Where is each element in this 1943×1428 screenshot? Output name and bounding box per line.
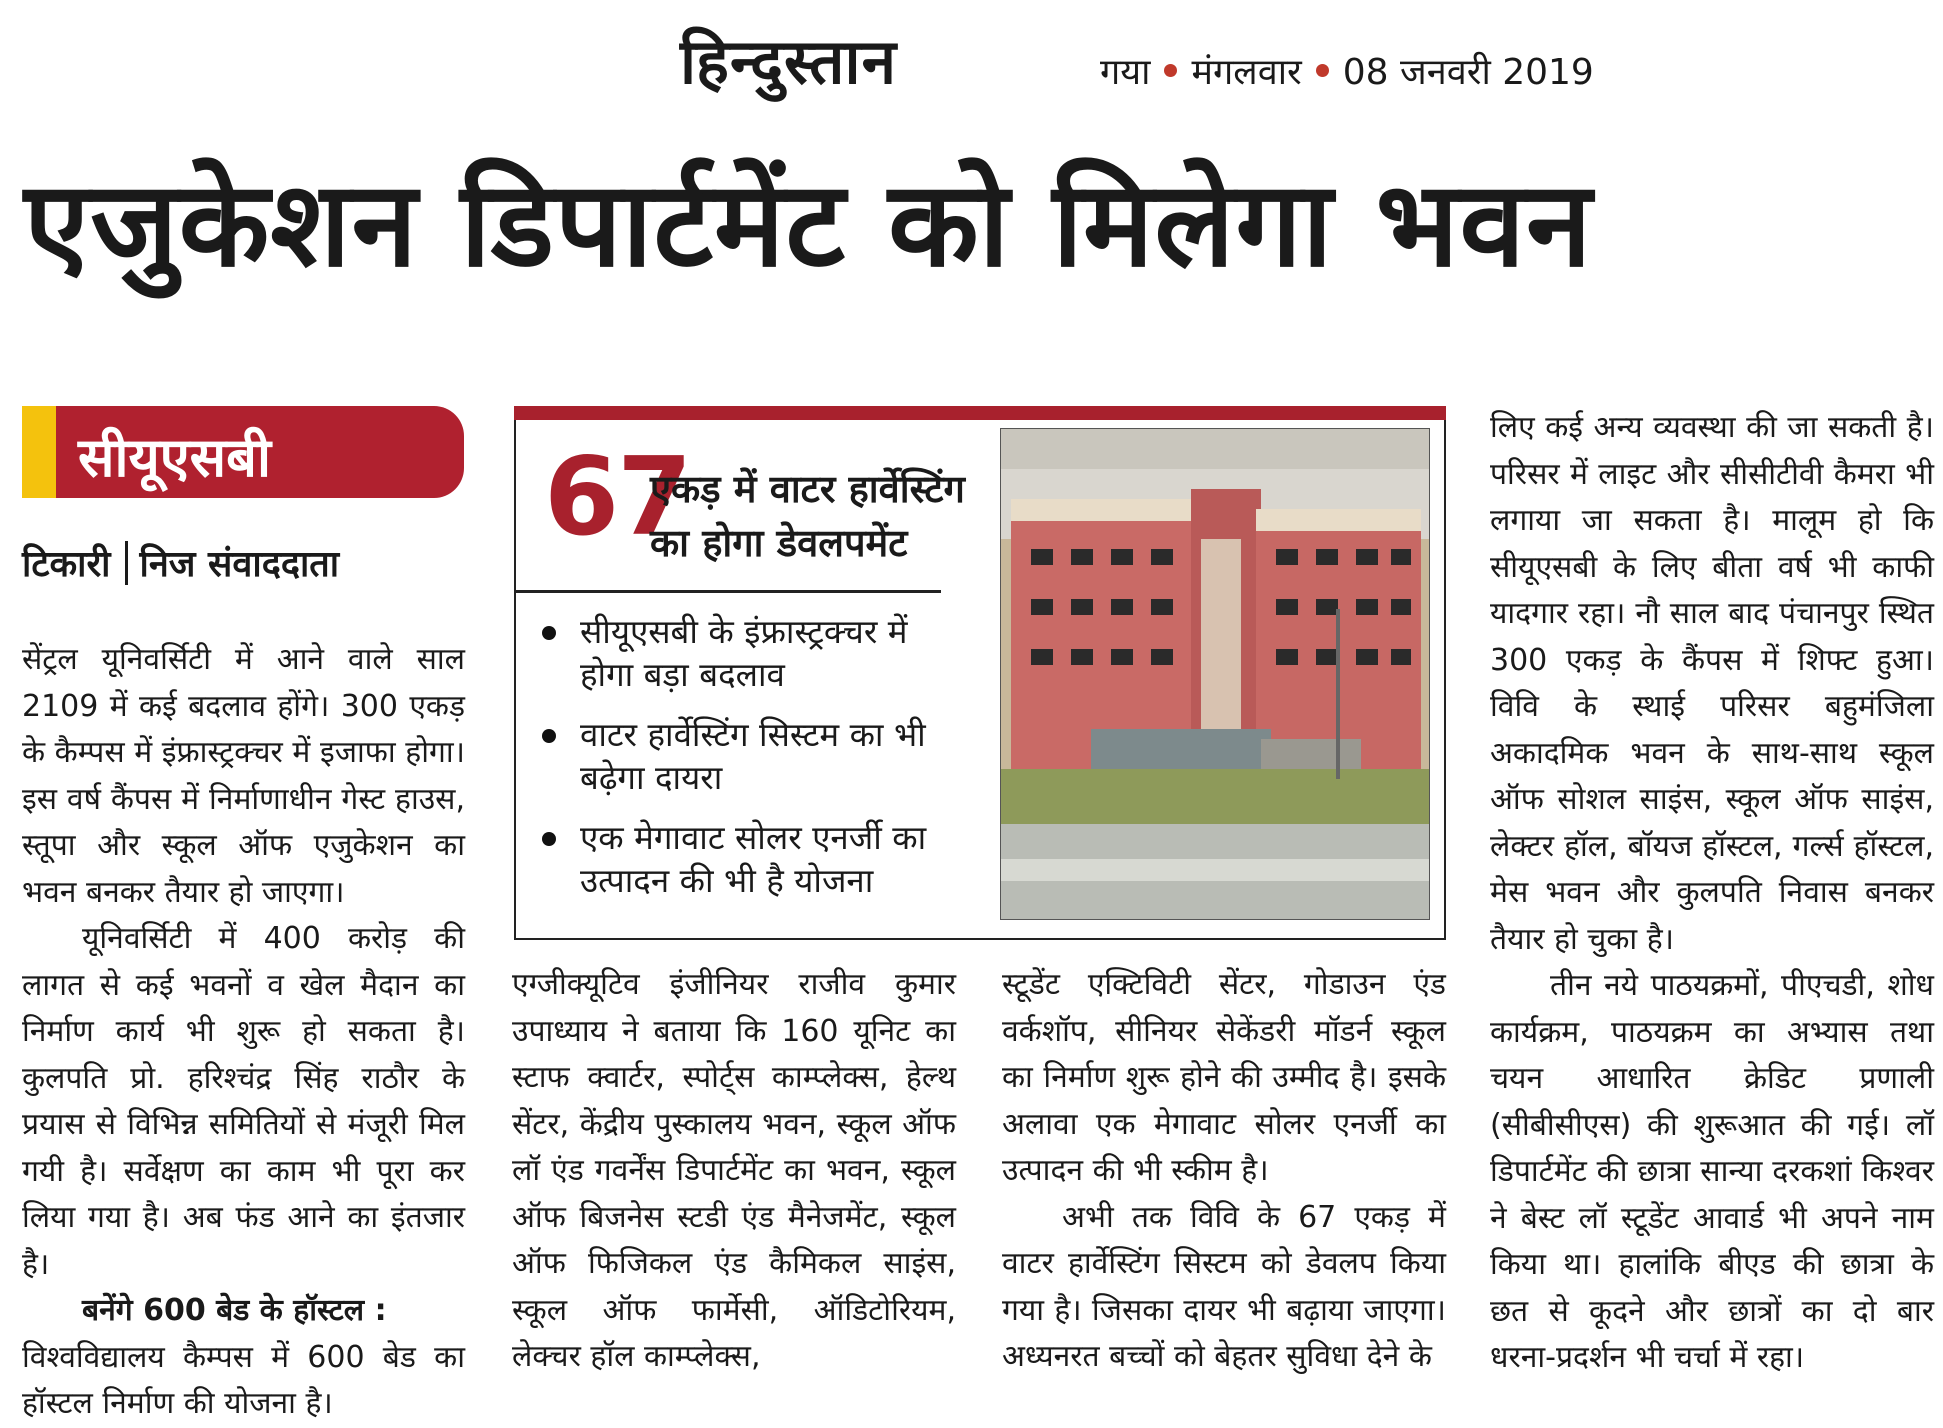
bullet-item: वाटर हार्वेस्टिंग सिस्टम का भी बढ़ेगा दायरा (538, 713, 958, 799)
section-tab (22, 406, 464, 498)
dateline-dot-icon (1164, 64, 1177, 77)
paragraph: सेंट्रल यूनिवर्सिटी में आने वाले साल 2109 में कई बदलाव होंगे। 300 एकड़ के कैम्पस में इंफ्रास्ट्रक्चर में इजाफा होगा। इस वर्ष कैंपस में निर्माणाधीन गेस्ट हाउस, स्तूपा और स्कूल ऑफ एजुकेशन का भवन बनकर तैयार हो जाएगा। (22, 642, 465, 910)
highlight-number: 67 (544, 435, 691, 560)
highlight-box (514, 420, 1446, 940)
bullet-item: एक मेगावाट सोलर एनर्जी का उत्पादन की भी है योजना (538, 816, 958, 902)
dateline-city: गया (1100, 52, 1151, 93)
article-headline: एजुकेशन डिपार्टमेंट को मिलेगा भवन (24, 155, 1593, 293)
dateline-day: मंगलवार (1191, 52, 1302, 93)
infobox-top-bar (514, 406, 1446, 420)
byline-separator (125, 541, 128, 585)
newspaper-masthead: हिन्दुस्तान (680, 25, 897, 98)
section-tab-label: सीयूएसबी (78, 426, 271, 489)
subheading: बनेंगे 600 बेड के हॉस्टल : (82, 1293, 387, 1328)
article-column-3 (1002, 962, 1446, 1381)
paragraph: तीन नये पाठयक्रमों, पीएचडी, शोध कार्यक्रम, पाठयक्रम का अभ्यास तथा चयन आधारित क्रेडिट प्रणाली (सीबीसीएस) की शुरूआत की गई। लॉ डिपार्टमेंट की छात्रा सान्या दरकशां किश्वर ने बेस्ट लॉ स्टूडेंट आवार्ड भी अपने नाम किया था। हालांकि बीएड की छात्रा के छत से कूदने और छात्रों का दो बार धरना-प्रदर्शन भी चर्चा में रहा। (1490, 968, 1934, 1375)
article-column-4 (1490, 405, 1934, 1382)
divider (516, 590, 941, 593)
byline (22, 538, 339, 587)
dateline-dot-icon (1316, 64, 1329, 77)
paragraph: लिए कई अन्य व्यवस्था की जा सकती है। परिसर में लाइट और सीसीटीवी कैमरा भी लगाया जा सकता है। मालूम हो कि सीयूएसबी के लिए बीता वर्ष भी काफी यादगार रहा। नौ साल बाद पंचानपुर स्थित 300 एकड़ के कैंपस में शिफ्ट हुआ। विवि के स्थाई परिसर बहुमंजिला अकादमिक भवन के साथ-साथ स्कूल ऑफ सोशल साइंस, स्कूल ऑफ साइंस, लेक्टर हॉल, बॉयज हॉस्टल, गर्ल्स हॉस्टल, मेस भवन और कुलपति निवास बनकर तैयार हो चुका है। (1490, 410, 1934, 957)
campus-building-photo (1000, 428, 1430, 920)
paragraph: विश्वविद्यालय कैम्पस में 600 बेड का हॉस्टल निर्माण की योजना है। (22, 1339, 465, 1421)
dateline (1100, 46, 1594, 95)
paragraph: एग्जीक्यूटिव इंजीनियर राजीव कुमार उपाध्याय ने बताया कि 160 यूनिट का स्टाफ क्वार्टर, स्पोर्ट्स काम्प्लेक्स, हेल्थ सेंटर, केंद्रीय पुस्कालय भवन, स्कूल ऑफ लॉ एंड गवर्नेंस डिपार्टमेंट का भवन, स्कूल ऑफ बिजनेस स्टडी एंड मैनेजमेंट, स्कूल ऑफ फिजिकल एंड कैमिकल साइंस, स्कूल ऑफ फार्मेसी, ऑडिटोरियम, लेक्चर हॉल काम्प्लेक्स, (512, 967, 956, 1374)
article-column-1 (22, 637, 465, 1428)
section-tab-accent (22, 406, 56, 498)
dateline-date: 08 जनवरी 2019 (1342, 52, 1594, 93)
highlight-caption: एकड़ में वाटर हार्वेस्टिंग का होगा डेवलपमेंट (650, 467, 965, 565)
article-column-2 (512, 962, 956, 1381)
byline-reporter: निज संवाददाता (139, 544, 340, 585)
bullet-item: सीयूएसबी के इंफ्रास्ट्रक्चर में होगा बड़ा बदलाव (538, 610, 958, 696)
highlight-bullets (538, 610, 958, 919)
paragraph: स्टूडेंट एक्टिविटी सेंटर, गोडाउन एंड वर्कशॉप, सीनियर सेकेंडरी मॉडर्न स्कूल का निर्माण शुरू होने की उम्मीद है। इसके अलावा एक मेगावाट सोलर एनर्जी का उत्पादन की भी स्कीम है। (1002, 967, 1446, 1188)
byline-place: टिकारी (22, 544, 111, 585)
paragraph: यूनिवर्सिटी में 400 करोड़ की लागत से कई भवनों व खेल मैदान का निर्माण कार्य भी शुरू हो सकता है। कुलपति प्रो. हरिश्चंद्र सिंह राठौर के प्रयास से विभिन्न समितियों से मंजूरी मिल गयी है। सर्वेक्षण का काम भी पूरा कर लिया गया है। अब फंड आने का इंतजार है। (22, 921, 465, 1282)
paragraph: अभी तक विवि के 67 एकड़ में वाटर हार्वेस्टिंग सिस्टम को डेवलप किया गया है। जिसका दायर भी बढ़ाया जाएगा। अध्यनरत बच्चों को बेहतर सुविधा देने के (1002, 1199, 1446, 1374)
